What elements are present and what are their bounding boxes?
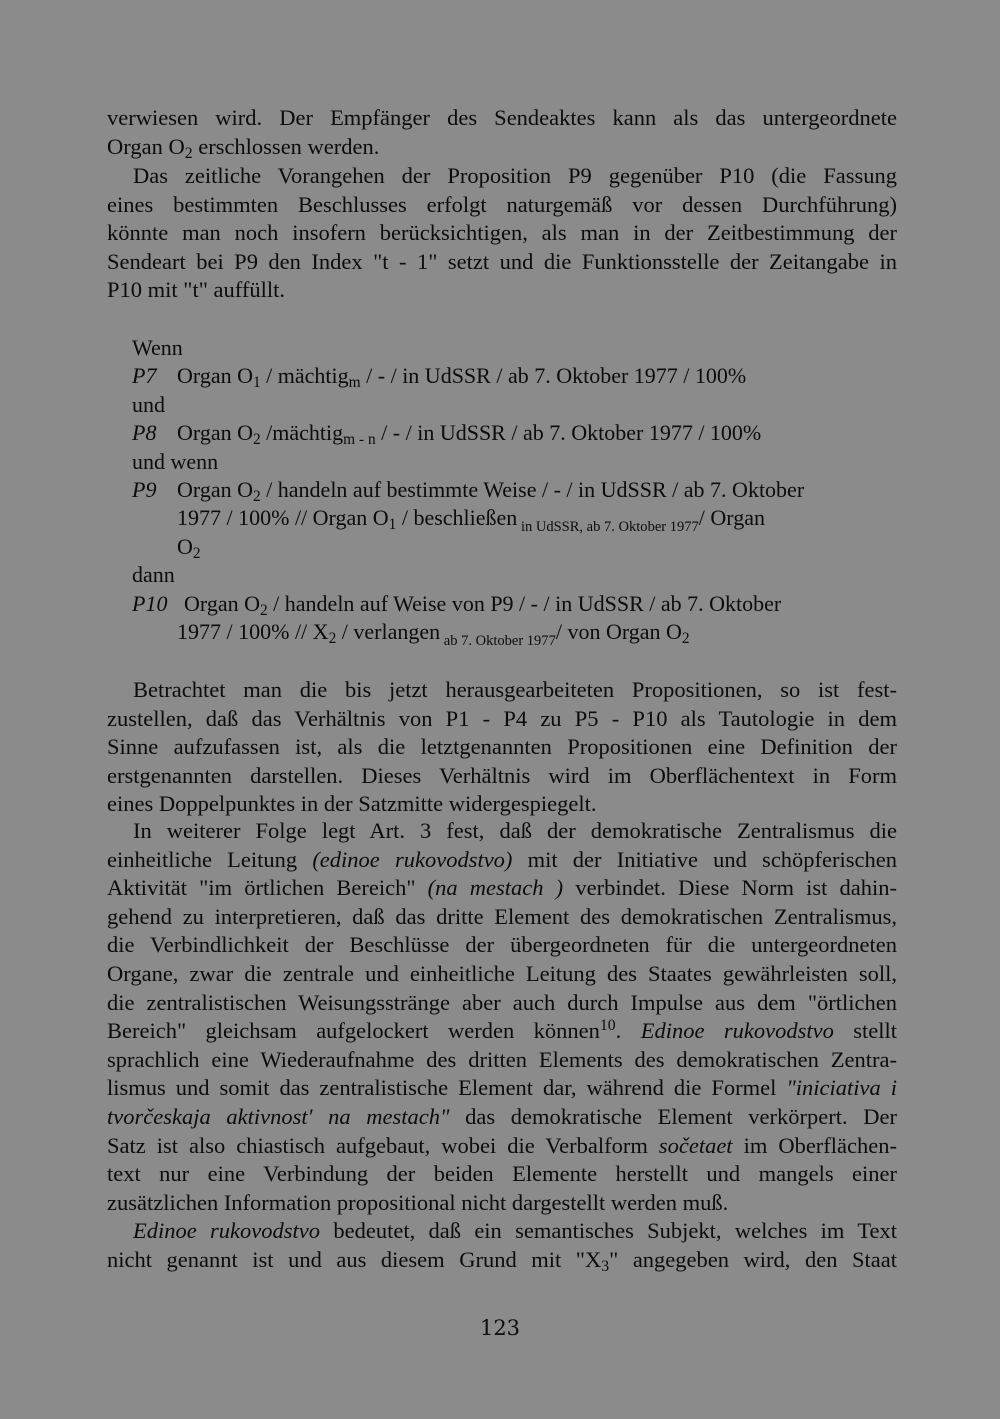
paragraph-4 xyxy=(107,817,897,1217)
proposition-p7: P7 Organ $O_1$ / mächtig$_m$ / - / in UdSSR / ab 7. Oktober 1977 / 100% xyxy=(132,363,747,392)
text-line: die Verbindlichkeit der Beschlüsse der übergeordneten für die untergeordneten xyxy=(107,932,897,958)
footnote-ref: 10 xyxy=(599,1017,616,1035)
text-line: Organ $O_2$ erschlossen werden. xyxy=(107,133,380,162)
text-line: lismus und somit das zentralistische Element dar, während die Formel "iniciativa i xyxy=(107,1075,897,1101)
proposition-p9: P9 Organ $O_2$ / handeln auf bestimmte Weise / - / in UdSSR / ab 7. Oktober xyxy=(132,477,805,506)
formula-connector: und wenn xyxy=(132,448,219,474)
text-line: text nur eine Verbindung der beiden Elemente herstellt und mangels einer xyxy=(107,1161,897,1187)
paragraph-5 xyxy=(107,1217,897,1274)
text-line: nicht genannt ist und aus diesem Grund mit "$X_3$" angegeben wird, den Staat xyxy=(107,1246,897,1275)
proposition-p9-continued: 1977 / 100% // Organ $O_1$ / beschließen $_{in UdSSR, ab 7. Oktober 1977}$/ Organ xyxy=(177,505,765,536)
proposition-p9-continued: $O_2$ xyxy=(177,533,201,562)
text-line: gehend zu interpretieren, daß das dritte Element des demokratischen Zentralismus, xyxy=(107,903,897,929)
text-line: eines Doppelpunktes in der Satzmitte widergespiegelt. xyxy=(107,791,597,817)
proposition-p8: P8 Organ $O_2$ /mächtig$_{m - n}$ / - / in UdSSR / ab 7. Oktober 1977 / 100% xyxy=(132,420,762,449)
formula-connector: und xyxy=(132,391,165,417)
text-line: Sinne aufzufassen ist, als die letztgenannten Propositionen eine Definition der xyxy=(107,734,897,760)
text-line: die zentralistischen Weisungsstränge aber auch durch Impulse aus dem "örtlichen xyxy=(107,989,897,1015)
formula-connector: Wenn xyxy=(132,335,183,360)
text-line: tvorčeskaja aktivnost' na mestach" das demokratische Element verkörpert. Der xyxy=(107,1103,897,1129)
page-number: 123 xyxy=(479,1316,521,1340)
paragraph-3 xyxy=(107,676,897,819)
text-line: erstgenannten darstellen. Dieses Verhältnis wird im Oberflächentext in Form xyxy=(107,762,897,788)
text-line: eines bestimmten Beschlusses erfolgt naturgemäß vor dessen Durchführung) xyxy=(107,191,897,217)
proposition-p10-continued: $1977 / 100\% // X_2$ / verlangen $_{ab 7. Oktober 1977}$/ von Organ $O_2$ xyxy=(177,619,690,650)
formula-connector: dann xyxy=(132,562,175,588)
text-line: P10 mit "t" auffüllt. xyxy=(107,277,285,303)
text-line: Organe, zwar die zentrale und einheitliche Leitung des Staates gewährleisten soll, xyxy=(107,960,897,986)
text-line: Betrachtet man die bis jetzt herausgearbeiteten Propositionen, so ist fest- xyxy=(133,677,897,702)
text-line: einheitliche Leitung (edinoe rukovodstvo) mit der Initiative und schöpferischen xyxy=(107,846,898,872)
proposition-formula xyxy=(132,334,902,650)
text-line: Aktivität "im örtlichen Bereich" (na mestach ) verbindet. Diese Norm ist dahin- xyxy=(107,875,898,901)
text-line: Das zeitliche Vorangehen der Proposition P9 gegenüber P10 (die Fassung xyxy=(133,163,897,188)
text-line: zusätzlichen Information propositional nicht dargestellt werden muß. xyxy=(107,1189,729,1215)
text-line: Edinoe rukovodstvo bedeutet, daß ein semantisches Subjekt, welches im Text xyxy=(133,1218,897,1243)
text-line: Sendeart bei P9 den Index "t - 1" setzt und die Funktionsstelle der Zeitangabe in xyxy=(107,248,897,274)
text-line: verwiesen wird. Der Empfänger des Sendeaktes kann als das untergeordnete xyxy=(107,105,897,130)
text-line: Satz ist also chiastisch aufgebaut, wobei die Verbalform sočetaet im Oberflächen- xyxy=(107,1132,897,1158)
text-line: In weiterer Folge legt Art. 3 fest, daß der demokratische Zentralismus die xyxy=(133,818,897,843)
text-line: könnte man noch insofern berücksichtigen, als man in der Zeitbestimmung der xyxy=(107,220,897,246)
paragraph-1 xyxy=(107,104,897,161)
text-line: Bereich" gleichsam aufgelockert werden können$^{10}$. Edinoe rukovodstvo stellt xyxy=(107,1017,897,1044)
paragraph-2 xyxy=(107,162,897,305)
text-line: zustellen, daß das Verhältnis von P1 - P4 zu P5 - P10 als Tautologie in dem xyxy=(107,705,897,731)
proposition-p10: P10 Organ $O_2$ / handeln auf Weise von P9 / - / in UdSSR / ab 7. Oktober xyxy=(132,590,782,619)
text-line: sprachlich eine Wiederaufnahme des dritten Elements des demokratischen Zentra- xyxy=(107,1046,897,1072)
